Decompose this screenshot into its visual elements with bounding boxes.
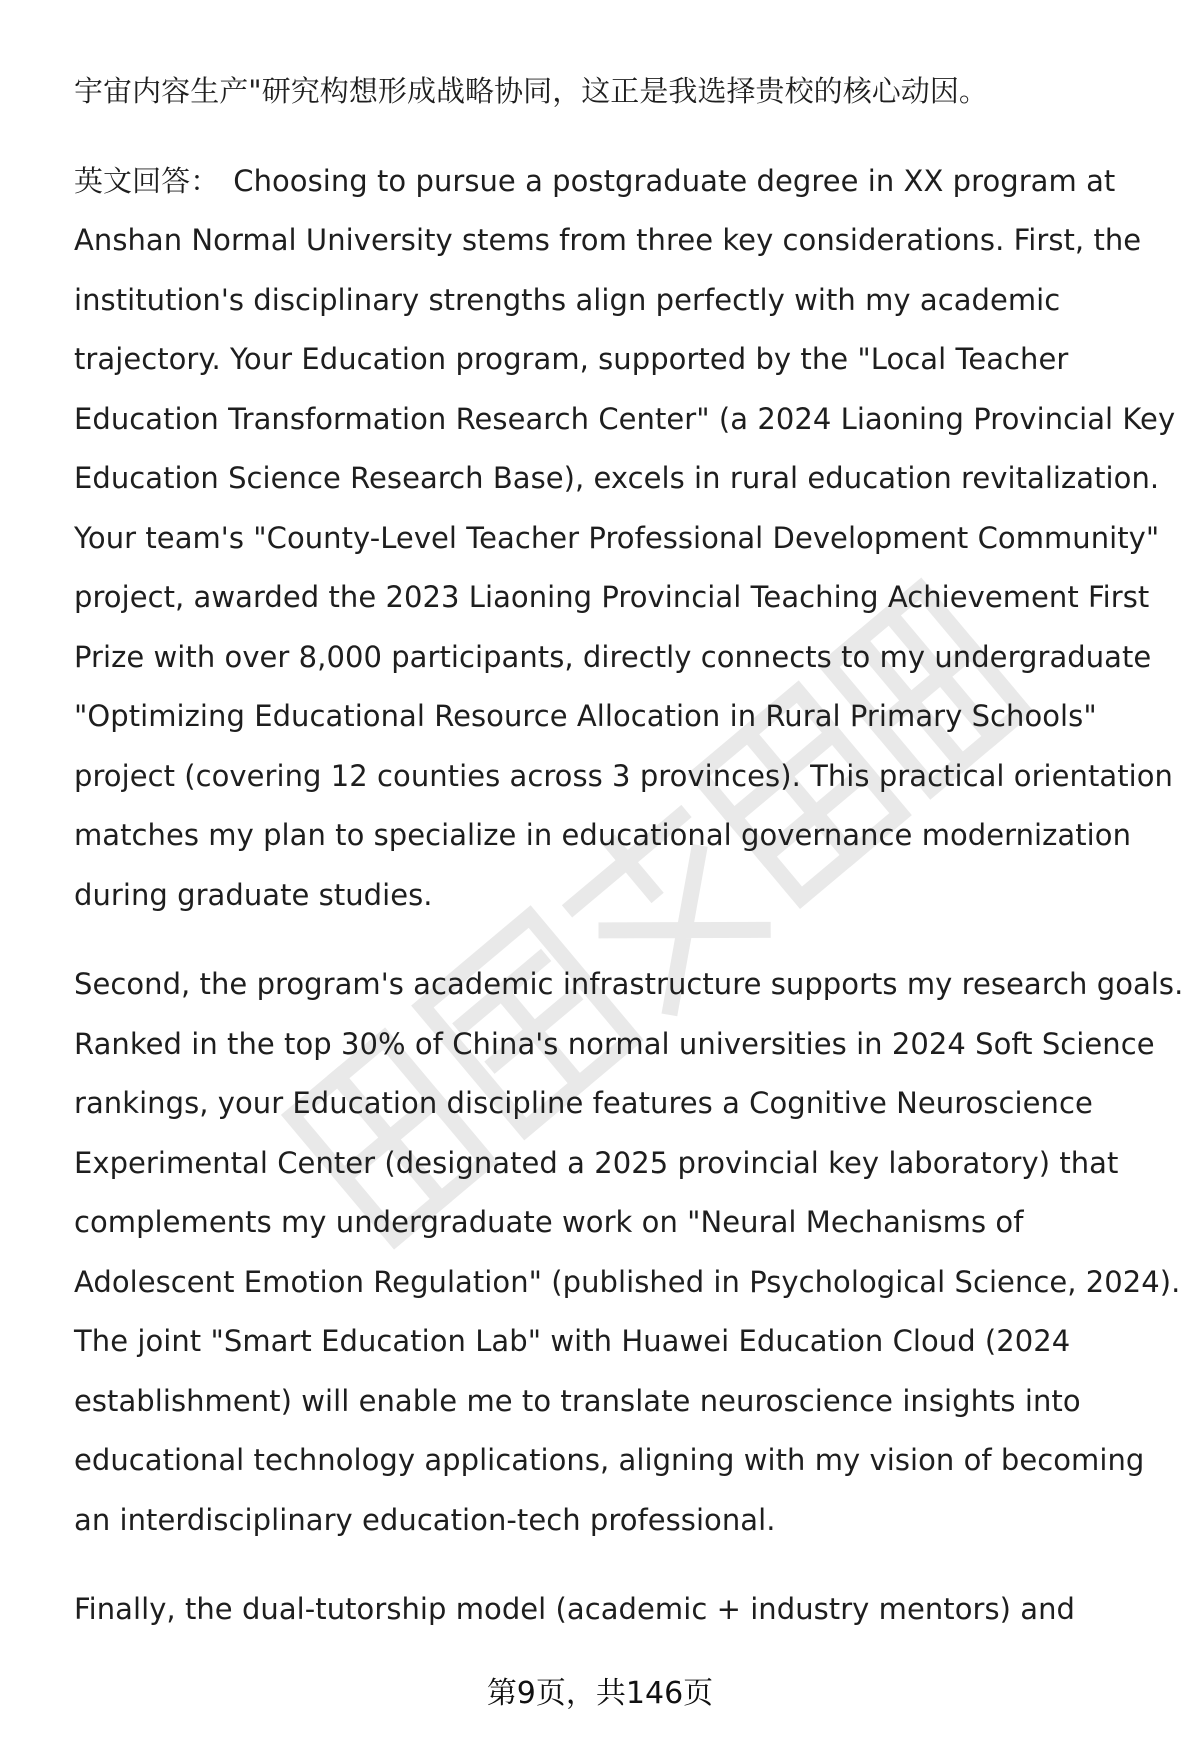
text-line: Your team's "County-Level Teacher Professional Development Community"	[74, 520, 1160, 555]
text-line: Education Science Research Base), excels in rural education revitalization.	[74, 461, 1160, 495]
text-line: matches my plan to specialize in educational governance modernization	[74, 818, 1131, 852]
intro-line: 宇宙内容生产"研究构想形成战略协同，这正是我选择贵校的核心动因。	[74, 74, 988, 108]
text-line: project (covering 12 counties across 3 provinces). This practical orientation	[74, 758, 1173, 793]
english-answer-paragraph-2	[74, 955, 1184, 1550]
text-line: project, awarded the 2023 Liaoning Provincial Teaching Achievement First	[74, 580, 1150, 614]
text-line-content: Choosing to pursue a postgraduate degree in XX program at	[233, 163, 1116, 198]
text-line: Prize with over 8,000 participants, directly connects to my undergraduate	[74, 639, 1152, 674]
text-line: during graduate studies.	[74, 877, 433, 912]
text-line: The joint "Smart Education Lab" with Huawei Education Cloud (2024	[74, 1324, 1071, 1358]
text-line: "Optimizing Educational Resource Allocation in Rural Primary Schools"	[74, 699, 1097, 733]
text-line: complements my undergraduate work on "Neural Mechanisms of	[74, 1205, 1024, 1239]
text-line: Adolescent Emotion Regulation" (published in Psychological Science, 2024).	[74, 1264, 1181, 1299]
english-answer-paragraph-1	[74, 152, 1176, 926]
text-line: trajectory. Your Education program, supported by the "Local Teacher	[74, 342, 1069, 376]
text-line: rankings, your Education discipline features a Cognitive Neuroscience	[74, 1086, 1093, 1120]
text-line: Second, the program's academic infrastructure supports my research goals.	[74, 967, 1184, 1001]
text-line: Experimental Center (designated a 2025 provincial key laboratory) that	[74, 1145, 1119, 1180]
text-line: Education Transformation Research Center" (a 2024 Liaoning Provincial Key	[74, 401, 1176, 436]
text-line: establishment) will enable me to translate neuroscience insights into	[74, 1383, 1081, 1418]
intro-paragraph	[74, 62, 1154, 122]
text-line: an interdisciplinary education-tech professional.	[74, 1502, 776, 1537]
english-answer-label: 英文回答：	[74, 163, 220, 198]
text-line	[74, 152, 1154, 212]
text-line: Ranked in the top 30% of China's normal universities in 2024 Soft Science	[74, 1026, 1155, 1061]
text-line: Anshan Normal University stems from three key considerations. First, the	[74, 223, 1142, 257]
document-body	[74, 62, 1184, 1640]
text-line: institution's disciplinary strengths align perfectly with my academic	[74, 282, 1061, 317]
english-answer-paragraph-3	[74, 1580, 1154, 1640]
page-indicator: 第9页，共146页	[486, 1676, 714, 1711]
text-line: educational technology applications, aligning with my vision of becoming	[74, 1443, 1145, 1477]
text-line: Finally, the dual-tutorship model (academic + industry mentors) and	[74, 1592, 1075, 1626]
